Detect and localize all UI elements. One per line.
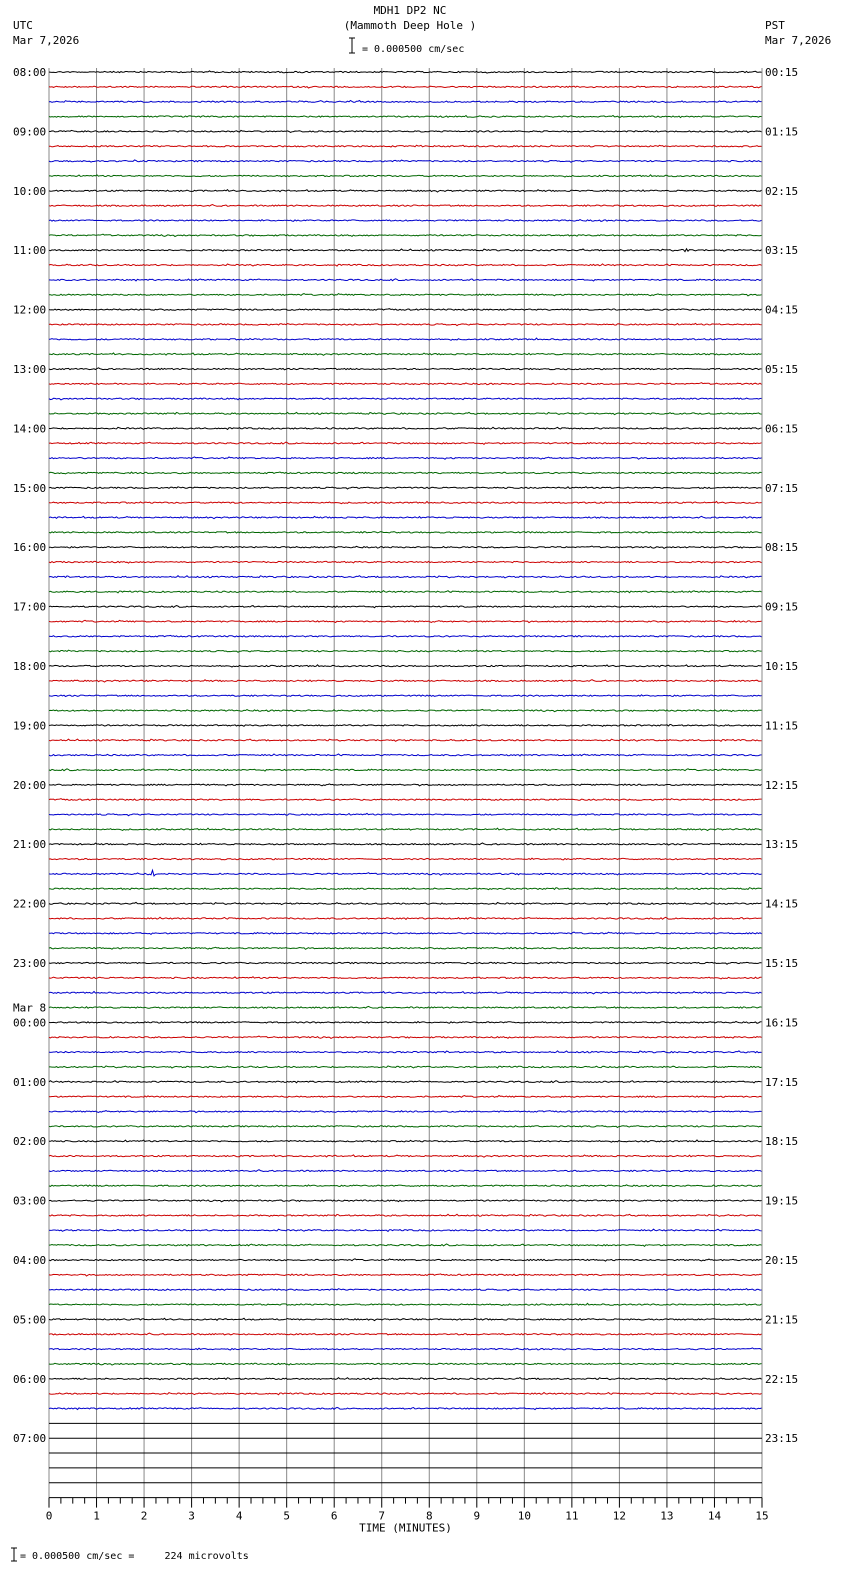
trace-63 [49, 1006, 762, 1008]
trace-3 [49, 116, 762, 118]
date-change-label: Mar 8 [13, 1001, 47, 1015]
x-tick-label: 10 [517, 1509, 531, 1523]
utc-hour-label: 07:00 [13, 1432, 47, 1446]
x-axis-label: TIME (MINUTES) [359, 1521, 452, 1535]
pst-timezone-label: PST [765, 19, 785, 32]
utc-hour-label: 16:00 [13, 541, 47, 555]
trace-89 [49, 1393, 762, 1395]
x-tick-label: 8 [425, 1509, 433, 1523]
trace-55 [49, 888, 762, 890]
utc-hour-label: 11:00 [13, 244, 47, 258]
x-tick-label: 9 [473, 1509, 481, 1523]
pst-hour-label: 18:15 [765, 1135, 799, 1149]
pst-hour-label: 11:15 [765, 719, 799, 733]
trace-76 [49, 1199, 762, 1201]
scale-label: = 0.000500 cm/sec [362, 44, 465, 55]
trace-35 [49, 591, 762, 593]
trace-90 [49, 1407, 762, 1409]
utc-hour-label: 18:00 [13, 660, 47, 673]
trace-15 [49, 294, 762, 296]
utc-hour-label: 05:00 [13, 1313, 47, 1327]
trace-67 [49, 1066, 762, 1068]
pst-hour-label: 16:15 [765, 1016, 799, 1030]
trace-61 [49, 977, 762, 979]
trace-48 [49, 784, 762, 786]
x-tick-label: 7 [378, 1509, 386, 1523]
pst-hour-label: 02:15 [765, 184, 799, 198]
trace-43 [49, 709, 762, 711]
trace-83 [49, 1303, 762, 1305]
trace-28 [49, 487, 762, 489]
utc-hour-label: 03:00 [13, 1194, 47, 1208]
trace-1 [49, 86, 762, 88]
trace-36 [49, 606, 762, 608]
trace-27 [49, 472, 762, 474]
trace-25 [49, 442, 762, 444]
pst-hour-label: 00:15 [765, 66, 799, 79]
trace-10 [49, 220, 762, 222]
utc-hour-label: 02:00 [13, 1135, 47, 1149]
trace-54 [49, 870, 762, 876]
pst-hour-label: 01:15 [765, 125, 799, 139]
trace-23 [49, 412, 762, 414]
trace-18 [49, 338, 762, 340]
pst-hour-label: 22:15 [765, 1372, 799, 1386]
trace-64 [49, 1022, 762, 1024]
trace-78 [49, 1229, 762, 1231]
trace-20 [49, 368, 762, 370]
pst-hour-label: 03:15 [765, 244, 799, 258]
trace-80 [49, 1259, 762, 1261]
footer-scale-note: = 0.000500 cm/sec = 224 microvolts [20, 1551, 249, 1562]
x-tick-label: 4 [235, 1509, 243, 1523]
x-tick-label: 5 [283, 1509, 290, 1523]
utc-hour-label: 04:00 [13, 1254, 47, 1267]
trace-4 [49, 130, 762, 132]
trace-29 [49, 502, 762, 504]
utc-hour-label: 22:00 [13, 897, 47, 911]
station-title: MDH1 DP2 NC [373, 4, 447, 17]
trace-47 [49, 769, 762, 771]
utc-hour-label: 08:00 [13, 66, 47, 79]
trace-52 [49, 843, 762, 845]
trace-53 [49, 858, 762, 860]
trace-42 [49, 695, 762, 697]
trace-33 [49, 561, 762, 563]
utc-hour-label: 00:00 [13, 1016, 47, 1030]
trace-9 [49, 205, 762, 207]
trace-58 [49, 932, 762, 934]
trace-85 [49, 1333, 762, 1335]
pst-hour-label: 08:15 [765, 541, 799, 555]
trace-79 [49, 1244, 762, 1246]
utc-hour-label: 14:00 [13, 422, 47, 436]
trace-81 [49, 1274, 762, 1276]
trace-24 [49, 427, 762, 429]
trace-59 [49, 947, 762, 949]
pst-hour-label: 04:15 [765, 303, 799, 317]
x-tick-label: 11 [565, 1509, 579, 1523]
x-tick-label: 2 [140, 1509, 148, 1523]
trace-6 [49, 160, 762, 162]
utc-hour-label: 12:00 [13, 303, 47, 317]
pst-hour-label: 10:15 [765, 660, 799, 673]
trace-16 [49, 309, 762, 311]
trace-32 [49, 546, 762, 548]
pst-hour-label: 14:15 [765, 897, 799, 911]
trace-77 [49, 1214, 762, 1216]
x-tick-label: 12 [612, 1509, 627, 1523]
trace-87 [49, 1363, 762, 1365]
pst-hour-label: 23:15 [765, 1432, 799, 1446]
trace-66 [49, 1051, 762, 1053]
trace-40 [49, 665, 762, 667]
trace-73 [49, 1155, 762, 1157]
utc-hour-label: 23:00 [13, 957, 47, 970]
trace-50 [49, 813, 762, 815]
x-tick-label: 3 [188, 1509, 195, 1523]
pst-hour-label: 19:15 [765, 1194, 799, 1208]
trace-41 [49, 680, 762, 682]
trace-30 [49, 516, 762, 518]
utc-hour-label: 09:00 [13, 125, 47, 139]
station-location: (Mammoth Deep Hole ) [343, 19, 477, 32]
utc-hour-label: 21:00 [13, 838, 47, 852]
trace-51 [49, 828, 762, 830]
trace-19 [49, 353, 762, 355]
trace-37 [49, 620, 762, 622]
pst-hour-label: 20:15 [765, 1254, 799, 1267]
x-tick-label: 0 [45, 1509, 53, 1523]
utc-hour-label: 20:00 [13, 778, 47, 792]
trace-60 [49, 962, 762, 964]
trace-70 [49, 1111, 762, 1113]
pst-hour-label: 13:15 [765, 838, 799, 852]
trace-12 [49, 249, 762, 252]
x-tick-label: 6 [330, 1509, 338, 1523]
trace-8 [49, 190, 762, 192]
utc-hour-label: 06:00 [13, 1372, 47, 1386]
pst-hour-label: 21:15 [765, 1313, 799, 1327]
trace-62 [49, 992, 762, 994]
utc-timezone-label: UTC [13, 19, 33, 32]
utc-date-label: Mar 7,2026 [13, 34, 80, 47]
trace-65 [49, 1036, 762, 1038]
utc-hour-label: 15:00 [13, 481, 47, 495]
trace-82 [49, 1289, 762, 1291]
trace-56 [49, 902, 762, 904]
trace-31 [49, 532, 762, 534]
pst-hour-label: 06:15 [765, 422, 799, 436]
trace-57 [49, 917, 762, 919]
trace-11 [49, 234, 762, 236]
trace-5 [49, 145, 762, 147]
trace-13 [49, 264, 762, 266]
trace-26 [49, 457, 762, 459]
trace-74 [49, 1170, 762, 1172]
trace-17 [49, 323, 762, 325]
utc-hour-label: 10:00 [13, 184, 47, 198]
trace-14 [49, 279, 762, 281]
trace-46 [49, 754, 762, 756]
utc-hour-label: 01:00 [13, 1075, 47, 1089]
x-tick-label: 13 [660, 1509, 674, 1523]
trace-0 [49, 71, 762, 73]
utc-hour-label: 13:00 [13, 363, 47, 376]
trace-38 [49, 635, 762, 637]
pst-date-label: Mar 7,2026 [765, 34, 832, 47]
pst-hour-label: 12:15 [765, 778, 799, 792]
trace-22 [49, 398, 762, 400]
trace-71 [49, 1125, 762, 1127]
trace-34 [49, 576, 762, 578]
pst-hour-label: 15:15 [765, 957, 799, 970]
trace-69 [49, 1096, 762, 1098]
trace-49 [49, 799, 762, 801]
x-tick-label: 1 [93, 1509, 100, 1523]
trace-84 [49, 1318, 762, 1320]
trace-68 [49, 1081, 762, 1083]
utc-hour-label: 17:00 [13, 600, 47, 614]
trace-39 [49, 650, 762, 652]
trace-21 [49, 383, 762, 385]
trace-88 [49, 1378, 762, 1380]
x-tick-label: 15 [755, 1509, 769, 1523]
trace-7 [49, 175, 762, 177]
pst-hour-label: 17:15 [765, 1075, 799, 1089]
trace-86 [49, 1348, 762, 1350]
pst-hour-label: 07:15 [765, 481, 799, 495]
trace-72 [49, 1140, 762, 1142]
utc-hour-label: 19:00 [13, 719, 47, 733]
x-tick-label: 14 [707, 1509, 722, 1523]
pst-hour-label: 05:15 [765, 363, 799, 376]
trace-75 [49, 1185, 762, 1187]
pst-hour-label: 09:15 [765, 600, 799, 614]
trace-2 [49, 101, 762, 103]
trace-45 [49, 739, 762, 741]
trace-44 [49, 724, 762, 726]
